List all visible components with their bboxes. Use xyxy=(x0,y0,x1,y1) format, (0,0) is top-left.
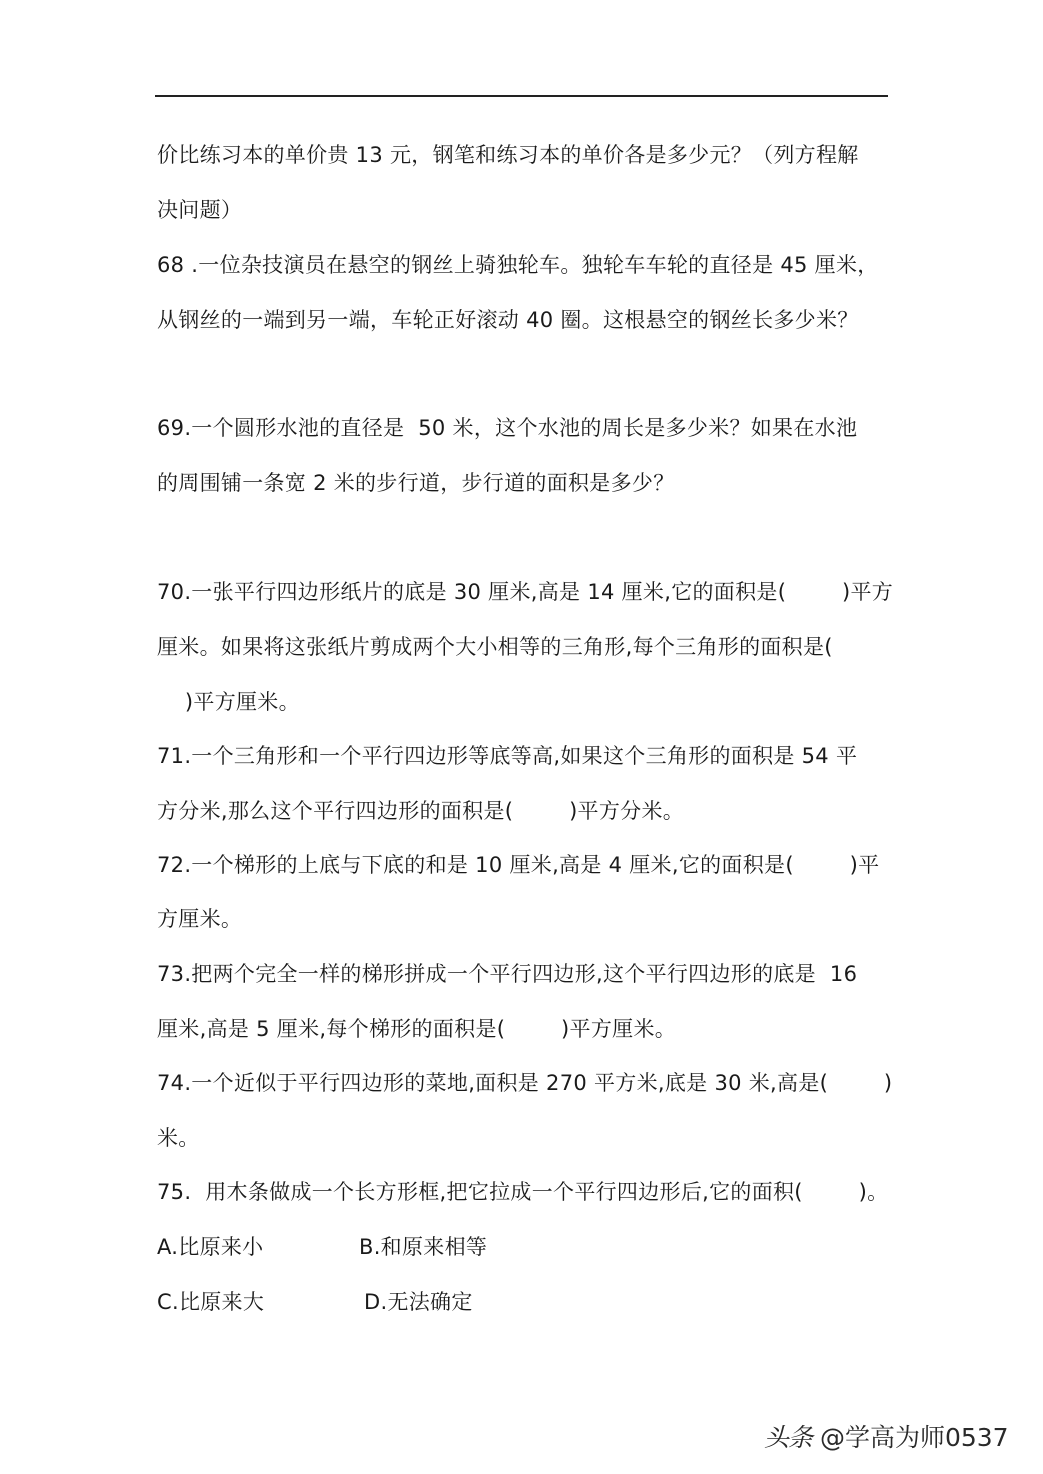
option-c: C.比原来大 xyxy=(157,1290,265,1314)
question-75-line-1: 75. 用木条做成一个长方形框,把它拉成一个平行四边形后,它的面积( )。 xyxy=(157,1180,889,1204)
line-2: 决问题） xyxy=(157,198,243,222)
question-72-line-2: 方厘米。 xyxy=(157,907,243,931)
question-70-line-2: 厘米。如果将这张纸片剪成两个大小相等的三角形,每个三角形的面积是( xyxy=(157,635,833,659)
question-68-line-2: 从钢丝的一端到另一端，车轮正好滚动 40 圈。这根悬空的钢丝长多少米？ xyxy=(157,308,859,332)
option-b: B.和原来相等 xyxy=(359,1235,488,1259)
question-72-line-1: 72.一个梯形的上底与下底的和是 10 厘米,高是 4 厘米,它的面积是( )平 xyxy=(157,853,880,877)
watermark-handle: @学高为师0537 xyxy=(812,1423,1009,1452)
option-d: D.无法确定 xyxy=(364,1290,473,1314)
question-73-line-1: 73.把两个完全一样的梯形拼成一个平行四边形,这个平行四边形的底是 16 xyxy=(157,962,858,986)
question-68-line-1: 68 .一位杂技演员在悬空的钢丝上骑独轮车。独轮车车轮的直径是 45 厘米， xyxy=(157,253,879,277)
question-70-line-1: 70.一张平行四边形纸片的底是 30 厘米,高是 14 厘米,它的面积是( )平方 xyxy=(157,580,894,604)
watermark xyxy=(764,1420,1009,1456)
header-rule xyxy=(155,95,888,97)
question-69-line-2: 的周围铺一条宽 2 米的步行道，步行道的面积是多少？ xyxy=(157,471,675,495)
option-a: A.比原来小 xyxy=(157,1235,264,1259)
question-69-line-1: 69.一个圆形水池的直径是 50 米，这个水池的周长是多少米？如果在水池 xyxy=(157,416,858,440)
question-74-line-2: 米。 xyxy=(157,1126,200,1150)
watermark-brand: 头条 xyxy=(764,1423,813,1452)
question-74-line-1: 74.一个近似于平行四边形的菜地,面积是 270 平方米,底是 30 米,高是( ) xyxy=(157,1071,893,1095)
question-70-line-3: )平方厘米。 xyxy=(157,690,300,714)
question-73-line-2: 厘米,高是 5 厘米,每个梯形的面积是( )平方厘米。 xyxy=(157,1017,677,1041)
question-71-line-2: 方分米,那么这个平行四边形的面积是( )平方分米。 xyxy=(157,799,685,823)
question-71-line-1: 71.一个三角形和一个平行四边形等底等高,如果这个三角形的面积是 54 平 xyxy=(157,744,858,768)
line-1: 价比练习本的单价贵 13 元，钢笔和练习本的单价各是多少元？（列方程解 xyxy=(157,143,859,167)
